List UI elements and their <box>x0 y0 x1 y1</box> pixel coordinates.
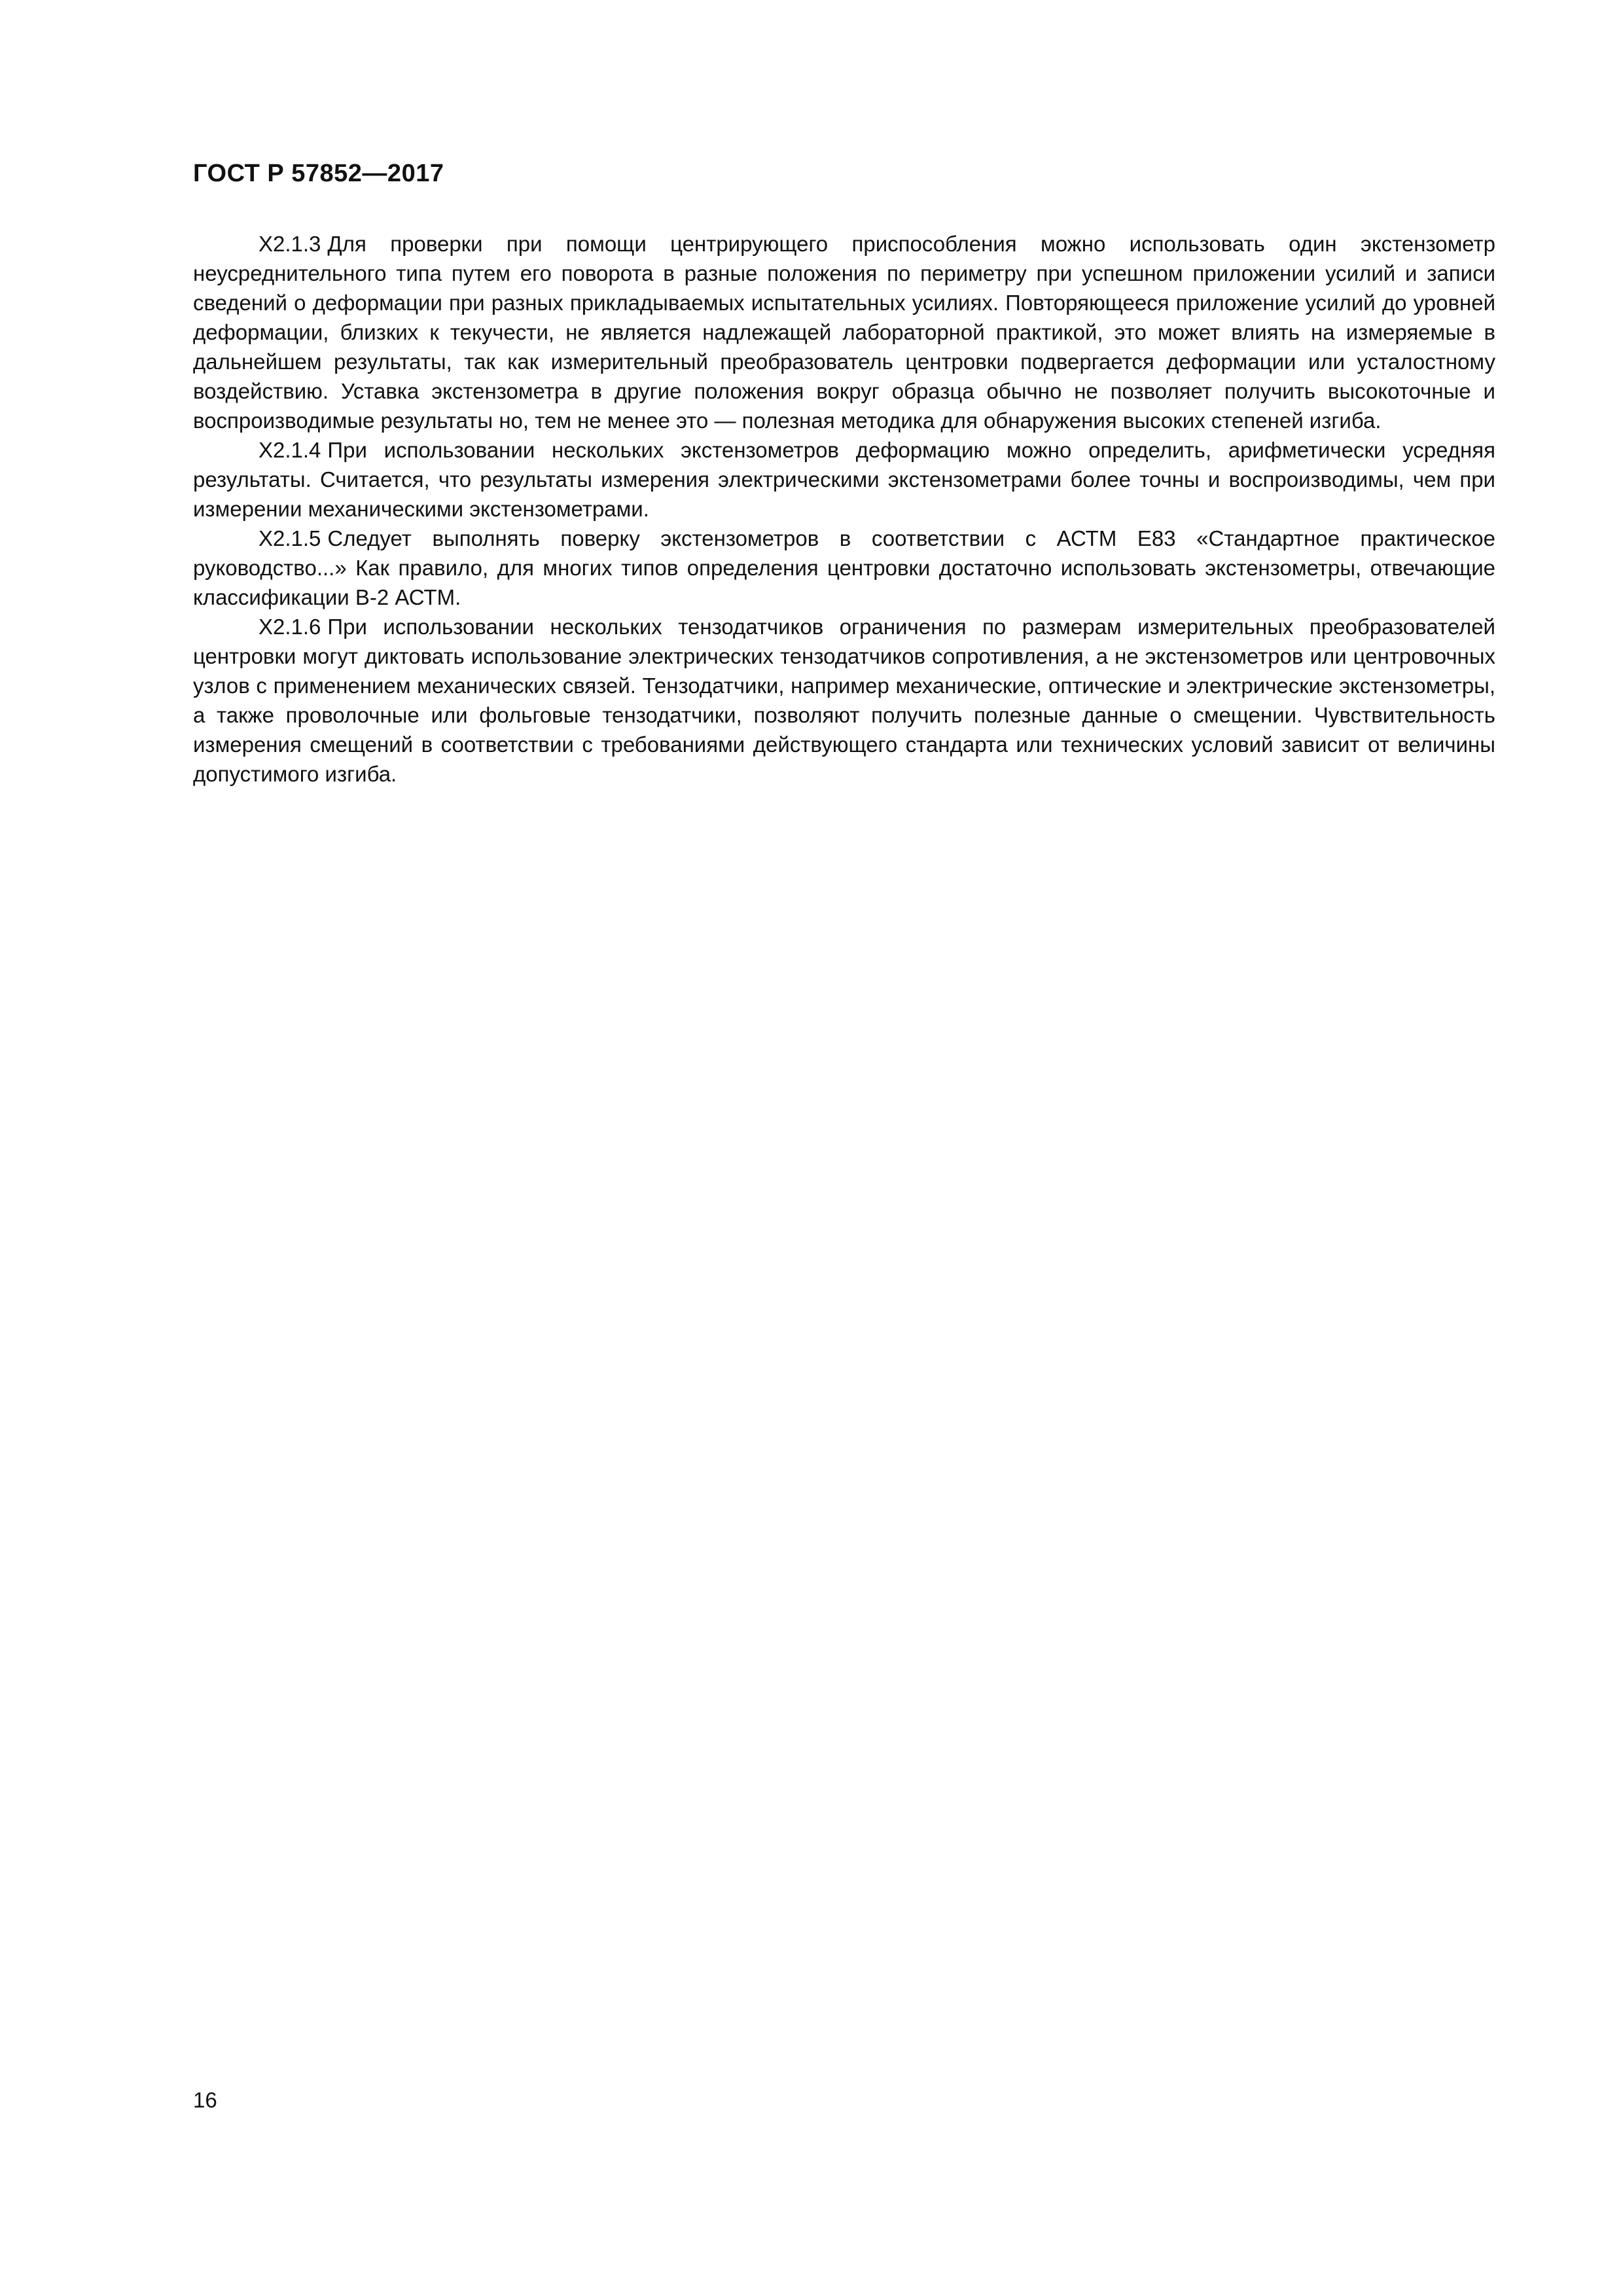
paragraph-text: Следует выполнять поверку экстензометров в соответствии с АСТМ Е83 «Стандартное практическое руководство...» Как правило, для многих типов определения центровки достаточно использовать экстензометры, отвечающие классификации В-2 АСТМ. <box>193 526 1495 609</box>
paragraph-x2-1-4 <box>193 435 1495 524</box>
paragraph-text: При использовании нескольких тензодатчиков ограничения по размерам измерительных преобразователей центровки могут диктовать использование электрических тензодатчиков сопротивления, а не экстензометров или центровочных узлов с применением механических связей. Тензодатчики, например механические, оптические и электрические экстензометры, а также проволочные или фольговые тензодатчики, позволяют получить полезные данные о смещении. Чувствительность измерения смещений в соответствии с требованиями действующего стандарта или технических условий зависит от величины допустимого изгиба. <box>193 615 1495 786</box>
document-id-header: ГОСТ Р 57852—2017 <box>193 160 444 187</box>
document-body <box>193 229 1495 789</box>
paragraph-number: X2.1.6 <box>259 615 321 639</box>
paragraph-x2-1-5 <box>193 524 1495 612</box>
paragraph-text: Для проверки при помощи центрирующего приспособления можно использовать один экстензометр неусреднительного типа путем его поворота в разные положения по периметру при успешном приложении усилий и записи сведений о деформации при разных прикладываемых испытательных усилиях. Повторяющееся приложение усилий до уровней деформации, близких к текучести, не является надлежащей лабораторной практикой, это может влиять на измеряемые в дальнейшем результаты, так как измерительный преобразователь центровки подвергается деформации или усталостному воздействию. Уставка экстензометра в другие положения вокруг образца обычно не позволяет получить высокоточные и воспроизводимые результаты но, тем не менее это — полезная методика для обнаружения высоких степеней изгиба. <box>193 232 1495 433</box>
page-number: 16 <box>193 2088 217 2112</box>
paragraph-x2-1-6 <box>193 612 1495 789</box>
paragraph-number: X2.1.3 <box>259 232 321 256</box>
paragraph-number: X2.1.5 <box>259 526 321 550</box>
paragraph-number: X2.1.4 <box>259 438 321 462</box>
paragraph-text: При использовании нескольких экстензометров деформацию можно определить, арифметически усредняя результаты. Считается, что результаты измерения электрическими экстензометрами более точны и воспроизводимы, чем при измерении механическими экстензометрами. <box>193 438 1495 521</box>
paragraph-x2-1-3 <box>193 229 1495 435</box>
